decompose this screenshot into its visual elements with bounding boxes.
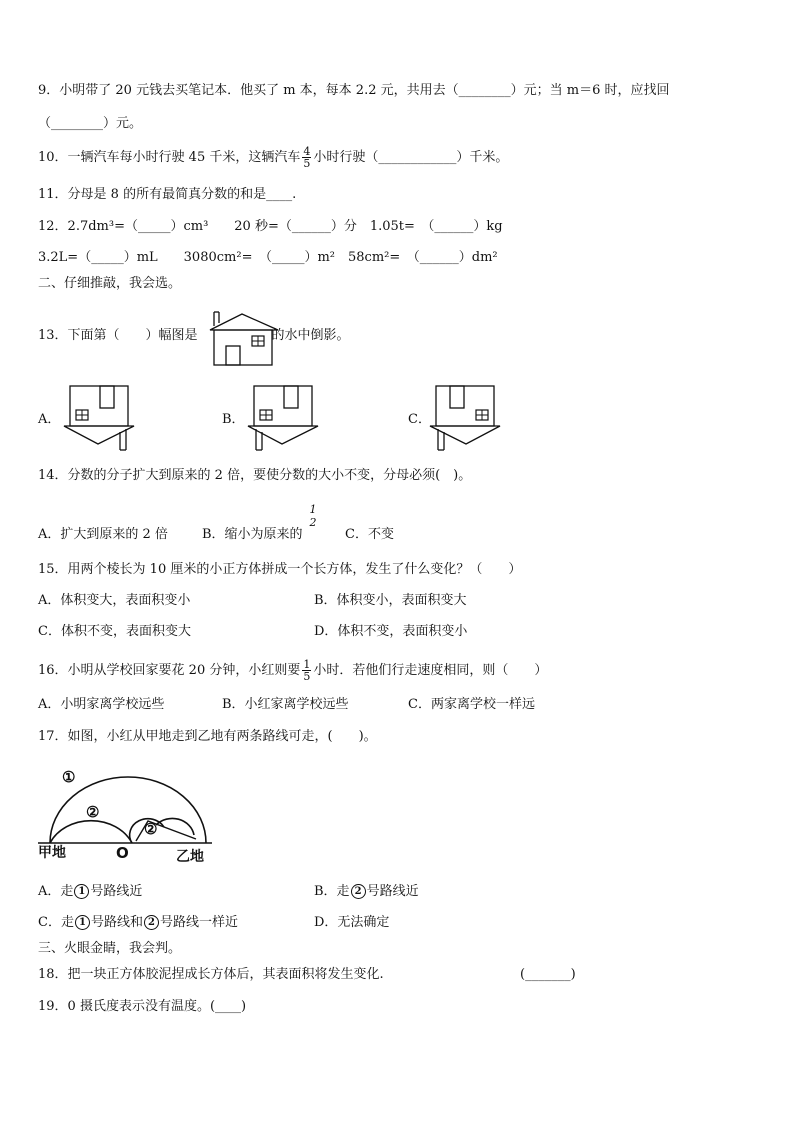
q17-b-post: 号路线近 (366, 884, 419, 899)
q16-pre: 16．小明从学校回家要花 20 分钟，小红则要 (38, 663, 301, 678)
q12-line-2: 3.2L=（_____）mL 3080cm²= （_____）m² 58cm²= （______）dm² (38, 250, 498, 265)
q10-post: 小时行驶（____________）千米。 (313, 150, 509, 165)
q13-option-c-label: C． (408, 412, 431, 427)
q16-stem (38, 659, 547, 682)
circled-2-icon: 2 (144, 915, 159, 930)
q17-option-a (38, 883, 142, 901)
center-point-label: O (116, 844, 129, 862)
q15-stem: 15．用两个棱长为 10 厘米的小正方体拼成一个长方体，发生了什么变化？（ ） (38, 562, 522, 577)
q16-option-c: C．两家离学校一样远 (408, 697, 535, 712)
q14-fraction (307, 503, 319, 529)
q16-option-a: A．小明家离学校远些 (38, 697, 165, 712)
option-b-reflection (246, 384, 322, 452)
q19-text: 19．0 摄氏度表示没有温度。(____) (38, 999, 247, 1014)
q17-option-b (314, 883, 419, 901)
q17-a-pre: A．走 (38, 884, 74, 899)
q17-option-d: D．无法确定 (314, 915, 390, 930)
q15-option-a: A．体积变大，表面积变小 (38, 593, 191, 608)
q15-option-d: D．体积不变，表面积变小 (314, 624, 468, 639)
end-point-label: 乙地 (176, 849, 204, 865)
q16-den: 5 (303, 670, 311, 683)
route-2-label-right: ② (144, 820, 158, 838)
q14-option-a: A．扩大到原来的 2 倍 (38, 527, 168, 542)
q13-stem (38, 327, 350, 345)
q15-option-b: B．体积变小，表面积变大 (314, 593, 467, 608)
q14-frac-den: 2 (309, 516, 317, 529)
q10-num: 4 (303, 145, 311, 158)
route-1-label: ① (62, 768, 76, 786)
q14-option-c: C．不变 (345, 527, 394, 542)
q16-num: 1 (303, 658, 311, 671)
circled-1-icon: 1 (75, 915, 90, 930)
q13-option-a-label: A． (38, 412, 61, 427)
option-a-reflection (62, 384, 138, 452)
q15-option-c: C．体积不变，表面积变大 (38, 624, 191, 639)
q18-text: 18．把一块正方体胶泥捏成长方体后，其表面积将发生变化. (38, 967, 384, 982)
q17-stem: 17．如图，小红从甲地走到乙地有两条路线可走，( )。 (38, 729, 377, 744)
house-figure (208, 308, 282, 368)
q16-option-b: B．小红家离学校远些 (222, 697, 349, 712)
q17-a-post: 号路线近 (90, 884, 143, 899)
q14-frac-num: 1 (309, 503, 317, 516)
option-c-reflection (428, 384, 504, 452)
q10-den: 5 (303, 157, 311, 170)
q18-answer-blank[interactable]: (_______) (520, 967, 576, 982)
section-3-heading: 三、火眼金睛，我会判。 (38, 941, 182, 956)
q14-option-b: B．缩小为原来的 (202, 527, 303, 542)
q12-line-1: 12．2.7dm³=（_____）cm³ 20 秒=（______）分 1.05t= （______）kg (38, 219, 503, 234)
circled-2-icon: 2 (351, 884, 366, 899)
q16-fraction (302, 659, 311, 682)
route-2-label-left: ② (86, 803, 100, 821)
q17-b-pre: B．走 (314, 884, 350, 899)
q14-stem: 14．分数的分子扩大到原来的 2 倍，要使分数的大小不变，分母必须( )。 (38, 468, 472, 483)
q16-post: 小时．若他们行走速度相同，则（ ） (313, 663, 548, 678)
q17-c-post: 号路线一样近 (159, 915, 238, 930)
q13-pre: 13．下面第（ ）幅图是 (38, 328, 198, 343)
q10-pre: 10．一辆汽车每小时行驶 45 千米，这辆汽车 (38, 150, 301, 165)
q13-post: 的水中倒影。 (271, 328, 350, 343)
section-2-heading: 二、仔细推敲，我会选。 (38, 276, 182, 291)
start-point-label: 甲地 (38, 845, 66, 861)
q17-c-mid: 号路线和 (90, 915, 143, 930)
q10-fraction (302, 146, 311, 169)
q10 (38, 146, 508, 169)
q11: 11．分母是 8 的所有最简真分数的和是____. (38, 187, 297, 202)
q9-line-1: 9．小明带了 20 元钱去买笔记本．他买了 m 本，每本 2.2 元，共用去（________）元；当 m＝6 时，应找回 (38, 83, 670, 98)
q17-c-pre: C．走 (38, 915, 74, 930)
q13-option-b-label: B． (222, 412, 245, 427)
q17-option-c (38, 914, 238, 932)
circled-1-icon: 1 (74, 884, 89, 899)
q9-line-2: （________）元。 (38, 116, 143, 131)
